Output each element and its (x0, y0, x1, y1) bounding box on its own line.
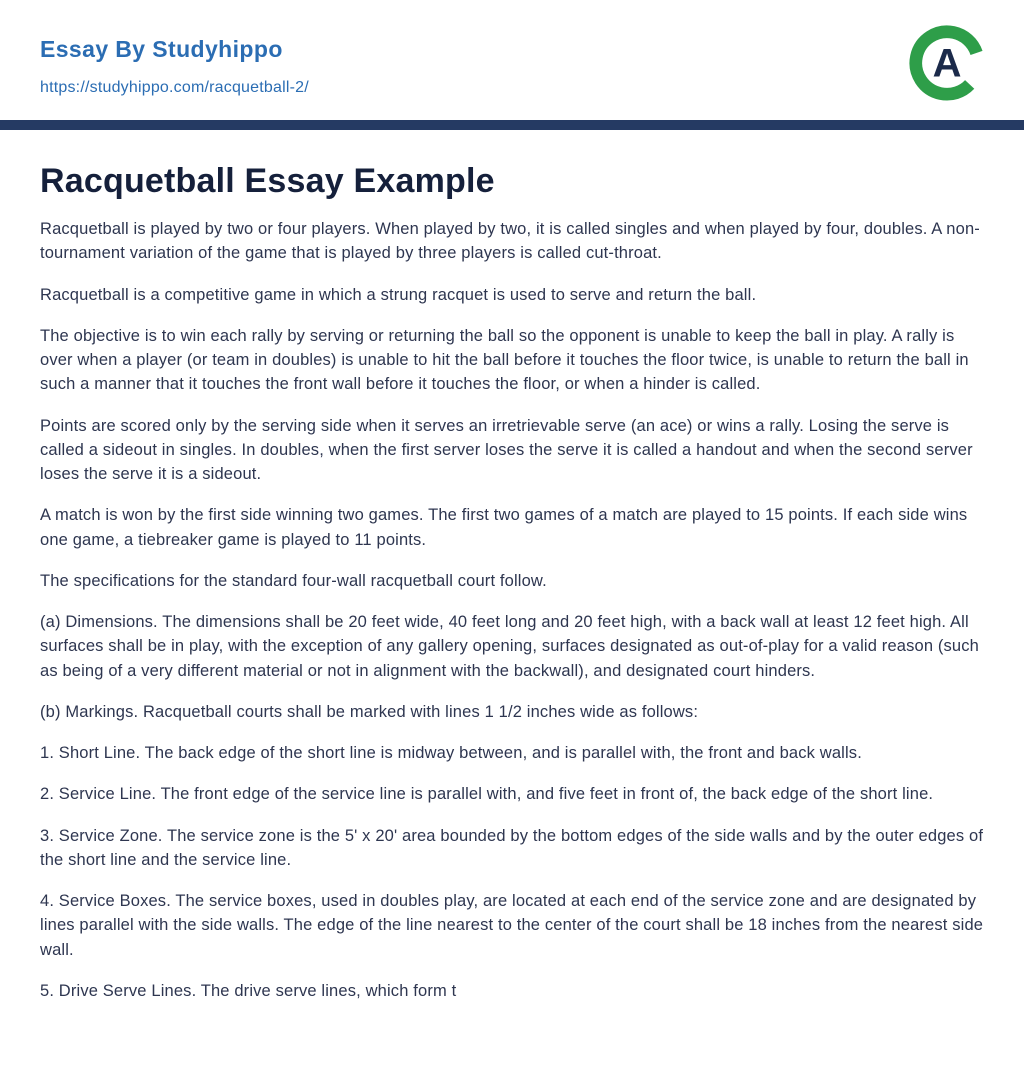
article-paragraph: 5. Drive Serve Lines. The drive serve lines, which form t (40, 981, 457, 1000)
logo-ring-icon (908, 24, 986, 102)
article-main (0, 130, 1024, 1060)
article-paragraph: 3. Service Zone. The service zone is the 5' x 20' area bounded by the bottom edges of the side walls and by the outer edges of the short line and the service line. (40, 826, 984, 869)
article-paragraph: 4. Service Boxes. The service boxes, used in doubles play, are located at each end of the service zone and are designated by lines parallel with the side walls. The edge of the line nearest to the center of the court shall be 18 inches from the nearest side wall. (40, 892, 984, 959)
studyhippo-logo[interactable] (908, 24, 986, 102)
article-paragraph: 1. Short Line. The back edge of the short line is midway between, and is parallel with, the front and back walls. (40, 744, 862, 762)
article-title: Racquetball Essay Example (40, 162, 495, 200)
logo-letter: A (932, 41, 962, 86)
page-header (0, 0, 1024, 120)
header-text-block (40, 22, 309, 97)
article-paragraph: A match is won by the first side winning two games. The first two games of a match are played to 15 points. If each side wins one game, a tiebreaker game is played to 11 points. (40, 506, 968, 549)
article-paragraph: Points are scored only by the serving side when it serves an irretrievable serve (an ace) or wins a rally. Losing the serve is called a sideout in singles. In doubles, when the first server loses the serve it is called a handout and when the second server loses the serve it is a sideout. (40, 416, 973, 483)
article-paragraph: The objective is to win each rally by serving or returning the ball so the opponent is unable to keep the ball in play. A rally is over when a player (or team in doubles) is unable to hit the ball before it touches the floor twice, is unable to return the ball in such a manner that it touches the front wall before it touches the floor, or when a hinder is called. (40, 326, 969, 394)
site-title: Essay By Studyhippo (40, 36, 283, 62)
article-paragraph: (b) Markings. Racquetball courts shall be marked with lines 1 1/2 inches wide as follows: (40, 702, 699, 721)
article-body (40, 217, 984, 1003)
article-paragraph: Racquetball is a competitive game in which a strung racquet is used to serve and return the ball. (40, 285, 757, 304)
article-paragraph: 2. Service Line. The front edge of the service line is parallel with, and five feet in front of, the back edge of the short line. (40, 785, 934, 804)
article-url-link[interactable]: https://studyhippo.com/racquetball-2/ (40, 79, 309, 96)
article-paragraph: The specifications for the standard four-wall racquetball court follow. (40, 571, 547, 590)
article-paragraph: Racquetball is played by two or four players. When played by two, it is called singles and when played by four, doubles. A non-tournament variation of the game that is played by three players is called cut-throat. (40, 220, 980, 263)
header-divider-bar (0, 120, 1024, 130)
article-paragraph: (a) Dimensions. The dimensions shall be 20 feet wide, 40 feet long and 20 feet high, with a back wall at least 12 feet high. All surfaces shall be in play, with the exception of any gallery opening, surfaces designated as out-of-play for a valid reason (such as being of a very different material or not in alignment with the backwall), and designated court hinders. (40, 613, 979, 680)
